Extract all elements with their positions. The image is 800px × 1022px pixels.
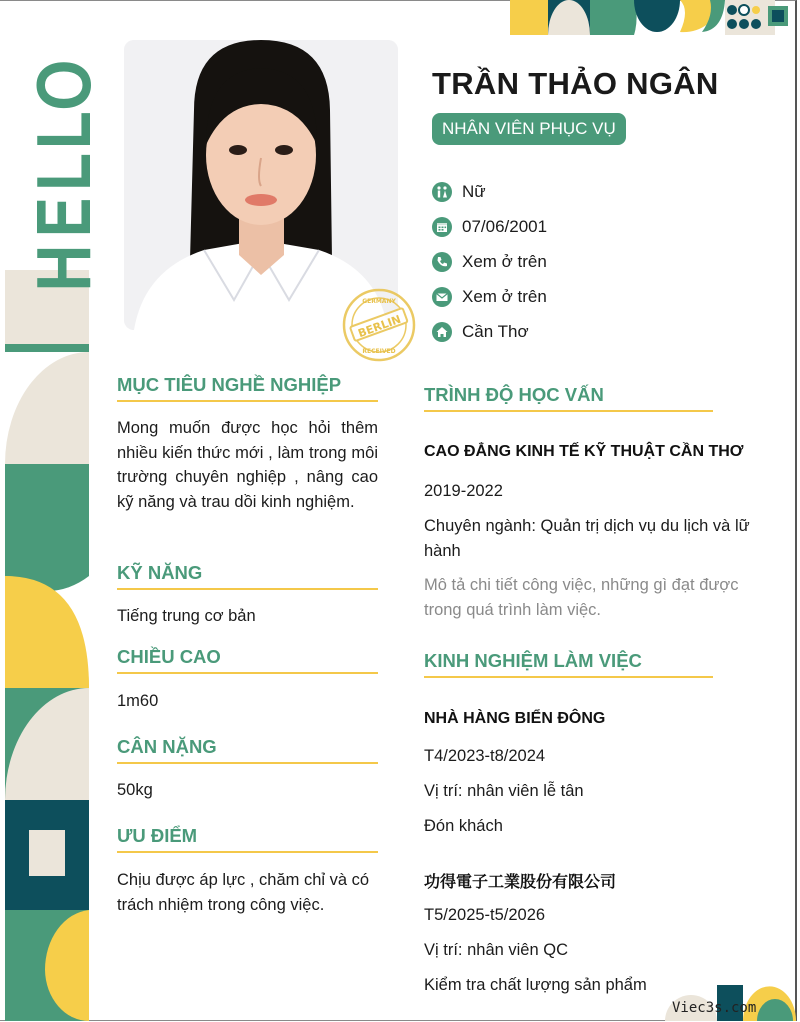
job-1-task: Đón khách [424, 817, 503, 835]
education-period: 2019-2022 [424, 482, 503, 500]
candidate-name: TRẦN THẢO NGÂN [432, 66, 719, 101]
svg-text:RECEIVED: RECEIVED [362, 348, 396, 355]
email-value: Xem ở trên [462, 286, 547, 306]
objective-text: Mong muốn được học hỏi thêm nhiều kiến thức mới , làm trong môi trường chuyên nghiệp , nâng cao kỹ năng và trau dồi kinh nghiệm. [117, 419, 378, 511]
calendar-icon [432, 217, 452, 237]
gender-value: Nữ [462, 181, 486, 201]
job-2-position: Vị trí: nhân viên QC [424, 941, 568, 959]
contact-gender [432, 174, 732, 209]
contact-info [432, 174, 732, 349]
job-2-task: Kiểm tra chất lượng sản phẩm [424, 976, 647, 994]
job-1-period: T4/2023-t8/2024 [424, 747, 546, 765]
gender-icon [432, 182, 452, 202]
objective-section [117, 374, 378, 514]
objective-title: MỤC TIÊU NGHỀ NGHIỆP [117, 374, 378, 402]
skills-section [117, 562, 378, 629]
weight-section [117, 736, 378, 803]
education-description: Mô tả chi tiết công việc, những gì đạt được trong quá trình làm việc. [424, 576, 739, 619]
berlin-stamp-logo [341, 287, 417, 363]
strengths-section [117, 825, 378, 917]
site-watermark: Viec3s.com [672, 1000, 757, 1016]
education-section-header [424, 384, 713, 412]
job-2-period: T5/2025-t5/2026 [424, 906, 546, 924]
strengths-title: ƯU ĐIỂM [117, 825, 378, 853]
address-value: Cần Thơ [462, 321, 529, 341]
education-school [424, 443, 754, 461]
height-text: 1m60 [117, 692, 159, 710]
experience-title: KINH NGHIỆM LÀM VIỆC [424, 650, 713, 678]
phone-value: Xem ở trên [462, 251, 547, 271]
experience-section-header [424, 650, 713, 678]
contact-phone[interactable] [432, 244, 732, 279]
birthdate-value: 07/06/2001 [462, 216, 548, 236]
strengths-text: Chịu được áp lực , chăm chỉ và có trách nhiệm trong công việc. [117, 871, 370, 914]
email-icon [432, 287, 452, 307]
decorative-top-shapes [510, 0, 796, 35]
svg-text:GERMANY: GERMANY [362, 298, 396, 305]
svg-text:BERLIN: BERLIN [356, 312, 403, 341]
job-1-position: Vị trí: nhân viên lễ tân [424, 782, 584, 800]
education-title: TRÌNH ĐỘ HỌC VẤN [424, 384, 713, 412]
phone-icon [432, 252, 452, 272]
contact-email[interactable] [432, 279, 732, 314]
home-icon [432, 322, 452, 342]
hello-vertical-text: HELLO [29, 54, 103, 292]
contact-address [432, 314, 732, 349]
job-2-company: 功得電子工業股份有限公司 [424, 874, 617, 891]
contact-birthdate [432, 209, 732, 244]
height-title: CHIỀU CAO [117, 646, 378, 674]
school-name: CAO ĐẲNG KINH TẾ KỸ THUẬT CẦN THƠ [424, 443, 744, 460]
job-title-badge: NHÂN VIÊN PHỤC VỤ [432, 113, 626, 145]
height-section [117, 646, 378, 714]
skills-title: KỸ NĂNG [117, 562, 378, 590]
skills-text: Tiếng trung cơ bản [117, 607, 256, 625]
education-major: Chuyên ngành: Quản trị dịch vụ du lịch và lữ hành [424, 517, 750, 560]
weight-text: 50kg [117, 781, 153, 799]
job-1-company: NHÀ HÀNG BIỂN ĐÔNG [424, 710, 606, 727]
weight-title: CÂN NẶNG [117, 736, 378, 764]
